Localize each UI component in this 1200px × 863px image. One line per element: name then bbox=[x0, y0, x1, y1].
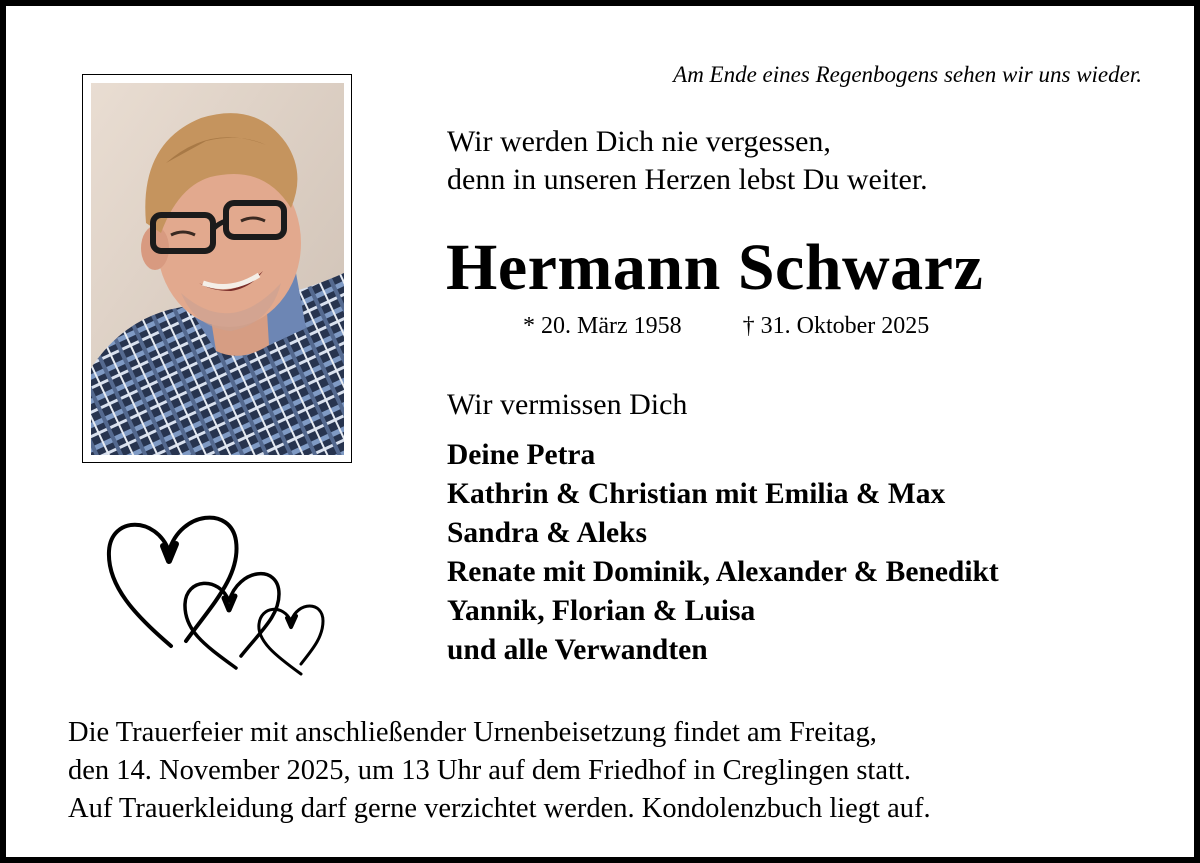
deceased-name: Hermann Schwarz bbox=[446, 231, 984, 304]
death-date: † 31. Oktober 2025 bbox=[742, 313, 930, 339]
mourner-line: und alle Verwandten bbox=[447, 634, 708, 666]
motto-text: Am Ende eines Regenbogens sehen wir uns wieder. bbox=[673, 62, 1142, 87]
notice-line: Auf Trauerkleidung darf gerne verzichtet werden. Kondolenzbuch liegt auf. bbox=[68, 793, 931, 824]
mourners-list bbox=[447, 436, 999, 670]
verse bbox=[447, 123, 928, 199]
notice-line: Die Trauerfeier mit anschließender Urnenbeisetzung findet am Freitag, bbox=[68, 717, 877, 748]
mourner-line: Kathrin & Christian mit Emilia & Max bbox=[447, 478, 946, 510]
verse-line: denn in unseren Herzen lebst Du weiter. bbox=[447, 163, 928, 196]
mourner-line: Sandra & Aleks bbox=[447, 517, 647, 549]
birth-date: * 20. März 1958 bbox=[523, 313, 682, 339]
mourner-line: Deine Petra bbox=[447, 439, 596, 471]
portrait-photo bbox=[82, 74, 352, 463]
miss-line: Wir vermissen Dich bbox=[447, 388, 688, 421]
verse-line: Wir werden Dich nie vergessen, bbox=[447, 125, 831, 158]
hearts-icon bbox=[101, 506, 341, 686]
portrait-image bbox=[91, 83, 344, 455]
ceremony-notice bbox=[68, 714, 931, 828]
mourner-line: Renate mit Dominik, Alexander & Benedikt bbox=[447, 556, 999, 588]
notice-line: den 14. November 2025, um 13 Uhr auf dem Friedhof in Creglingen statt. bbox=[68, 755, 911, 786]
mourner-line: Yannik, Florian & Luisa bbox=[447, 595, 756, 627]
life-dates bbox=[523, 313, 929, 340]
